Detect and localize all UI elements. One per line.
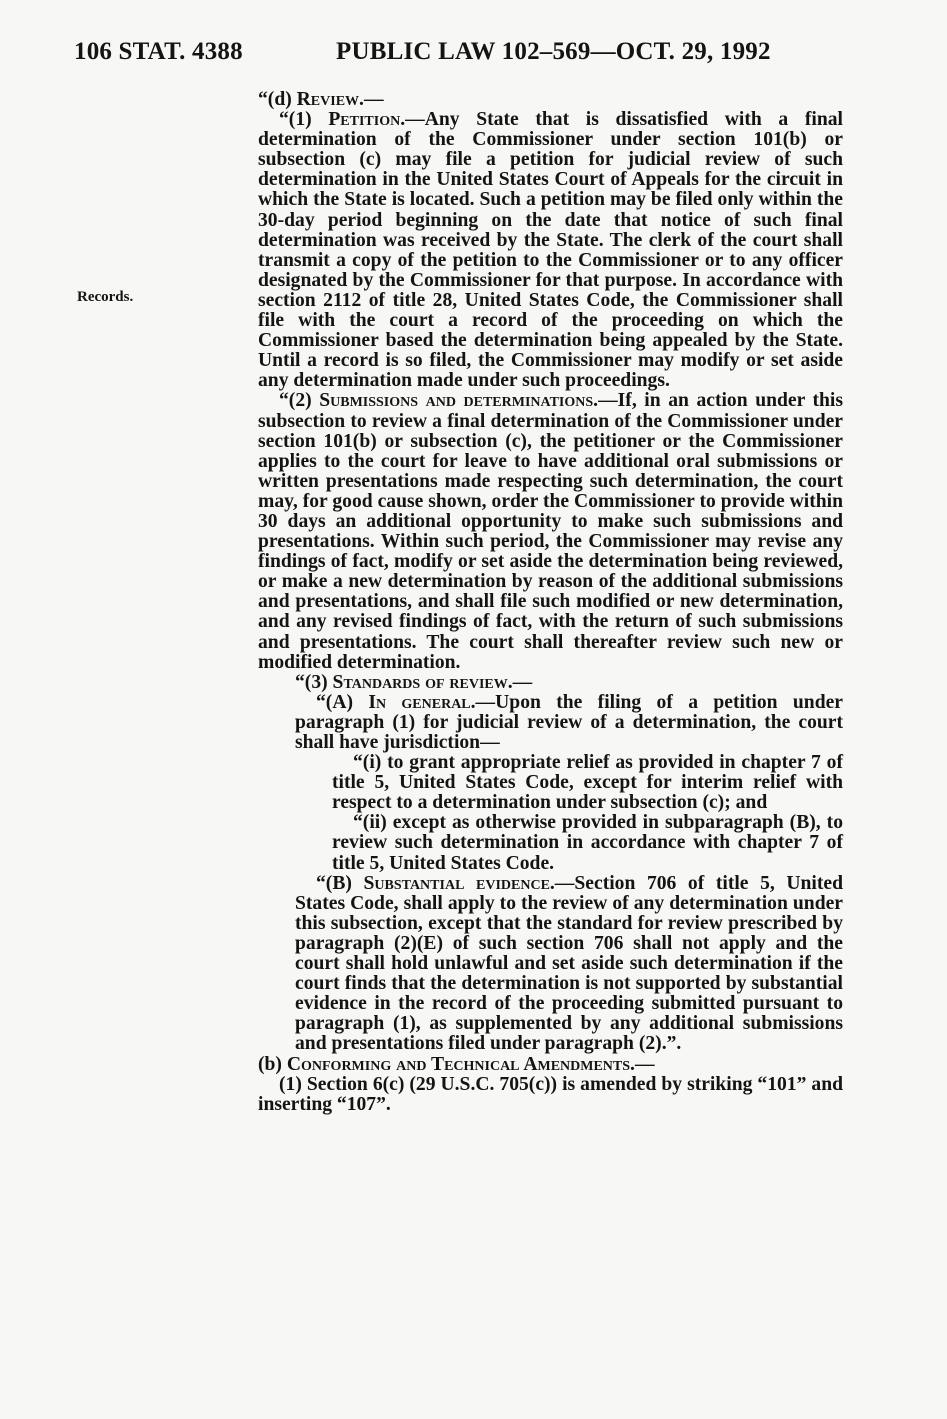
stat-page-number: 106 STAT. 4388 xyxy=(74,38,243,65)
clause-ii: “(ii) except as otherwise provided in subparagraph (B), to review such determination in accordance with chapter 7 of title 5, United States Code. xyxy=(332,812,843,874)
paragraph-2-submissions: “(2) Submissions and determinations.—If, in an action under this subsection to review a final determination of the Commissioner under section 101(b) or subsection (c), the petitioner or the Commissioner applies to the court for leave to have additional oral submissions or written presentations made respecting such determination, the court may, for good cause shown, order the Commissioner to provide within 30 days an additional opportunity to make such submissions and presentations. Within such period, the Commissioner may revise any findings of fact, modify or set aside the determination being reviewed, or make a new determination by reason of the additional submissions and presentations, and shall file such modified or new determination, and any revised findings of fact, with the return of such submissions and presentations. The court shall thereafter review such new or modified determination. xyxy=(258,390,843,673)
paragraph-3-heading: “(3) Standards of review.— xyxy=(295,671,533,693)
paragraph-1-petition: “(1) Petition.—Any State that is dissatisfied with a final determination of the Commissioner under section 101(b) or subsection (c) may file a petition for judicial review of such determination in the United States Court of Appeals for the circuit in which the State is located. Such a petition may be filed only within the 30-day period beginning on the date that notice of such final determination was received by the State. The clerk of the court shall transmit a copy of the petition to the Commissioner or to any officer designated by the Commissioner for that purpose. In accordance with section 2112 of title 28, United States Code, the Commissioner shall file with the court a record of the proceeding on which the Commissioner based the determination being appealed by the State. Until a record is so filed, the Commissioner may modify or set aside any determination made under such proceedings. xyxy=(258,109,844,392)
subparagraph-A-in-general: “(A) In general.—Upon the filing of a petition under paragraph (1) for judicial review of a determination, the court shall have jurisdiction— xyxy=(295,691,843,753)
statute-body xyxy=(258,90,843,1115)
clause-i: “(i) to grant appropriate relief as provided in chapter 7 of title 5, United States Code, except for interim relief with respect to a determination under subsection (c); and xyxy=(332,752,843,814)
amendment-paragraph-1: (1) Section 6(c) (29 U.S.C. 705(c)) is amended by striking “101” and inserting “107”. xyxy=(258,1073,843,1115)
subparagraph-B-substantial-evidence: “(B) Substantial evidence.—Section 706 of title 5, United States Code, shall apply to the review of any determination under this subsection, except that the standard for review prescribed by paragraph (2)(E) of such section 706 shall not apply and the court shall hold unlawful and set aside such determination if the court finds that the determination is not supported by substantial evidence in the record of the proceeding submitted pursuant to paragraph (1), as supplemented by any additional submissions and presentations filed under paragraph (2).”. xyxy=(295,872,843,1055)
public-law-citation: PUBLIC LAW 102–569—OCT. 29, 1992 xyxy=(336,38,771,65)
subsection-b-heading: (b) Conforming and Technical Amendments.— xyxy=(258,1053,655,1075)
subsection-d-heading: “(d) Review.— xyxy=(258,89,384,110)
margin-note-records: Records. xyxy=(77,289,134,305)
